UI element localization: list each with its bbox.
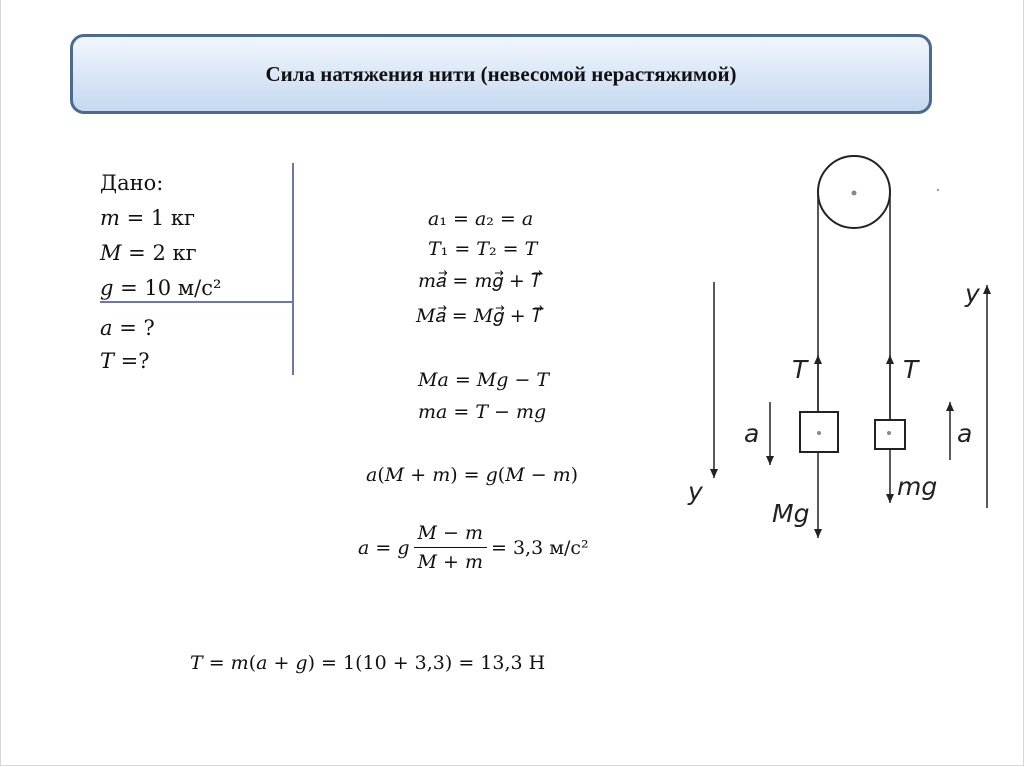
label-gravity-small: mg xyxy=(897,472,938,501)
label-axis-y-left: y xyxy=(688,477,703,506)
equation-sum: 𝑎(𝑀 + 𝑚) = 𝑔(𝑀 − 𝑚) xyxy=(366,464,579,486)
given-heading: Дано: xyxy=(100,171,164,195)
label-axis-y-right: y xyxy=(965,279,980,308)
equation-projection-small: 𝑚𝑎 = 𝑇 − 𝑚𝑔 xyxy=(418,401,547,423)
equation-newton-large: 𝑀𝑎⃗ = 𝑀𝑔⃗ + 𝑇⃗ xyxy=(416,305,544,327)
label-tension-left: T xyxy=(792,355,808,384)
pulley-wheel xyxy=(818,156,890,228)
slide-title: Сила натяжения нити (невесомой нерастяжимой) xyxy=(265,61,737,86)
label-acceleration-right: a xyxy=(957,419,973,448)
equation-acceleration-right: = 3,3 м/с² xyxy=(490,536,589,559)
equation-acceleration-left: 𝑎 = 𝑔 xyxy=(358,536,410,559)
title-box xyxy=(70,34,932,114)
find-acceleration: 𝑎 = ? xyxy=(100,316,155,340)
given-mass-large: 𝑀 = 2 кг xyxy=(100,241,197,265)
fraction-denominator: 𝑀 + 𝑚 xyxy=(417,551,483,573)
stray-dot xyxy=(937,189,939,191)
equation-newton-small: 𝑚𝑎⃗ = 𝑚𝑔⃗ + 𝑇⃗ xyxy=(418,270,543,292)
given-block xyxy=(100,166,221,306)
find-tension: 𝑇 =? xyxy=(100,349,150,373)
given-mass-small: 𝑚 = 1 кг xyxy=(100,206,196,230)
label-tension-right: T xyxy=(903,355,919,384)
block-small xyxy=(875,420,905,449)
given-divider-vertical xyxy=(292,163,294,375)
given-gravity: 𝑔 = 10 м/с² xyxy=(100,276,222,300)
given-divider-horizontal xyxy=(100,301,293,303)
equation-accelerations: 𝑎₁ = 𝑎₂ = 𝑎 xyxy=(428,208,534,230)
fraction-numerator: 𝑀 − 𝑚 xyxy=(414,522,487,548)
equation-projection-large: 𝑀𝑎 = 𝑀𝑔 − 𝑇 xyxy=(418,369,550,391)
equation-acceleration-result xyxy=(358,522,589,573)
label-acceleration-left: a xyxy=(744,419,760,448)
block-large xyxy=(800,412,838,452)
equation-tension-result: 𝑇 = 𝑚(𝑎 + 𝑔) = 1(10 + 3,3) = 13,3 Н xyxy=(190,652,546,674)
find-block xyxy=(100,312,155,378)
label-gravity-large: Mg xyxy=(772,499,810,528)
fraction xyxy=(414,522,487,573)
pulley-diagram xyxy=(660,150,1000,550)
equation-tensions: 𝑇₁ = 𝑇₂ = 𝑇 xyxy=(428,238,538,260)
